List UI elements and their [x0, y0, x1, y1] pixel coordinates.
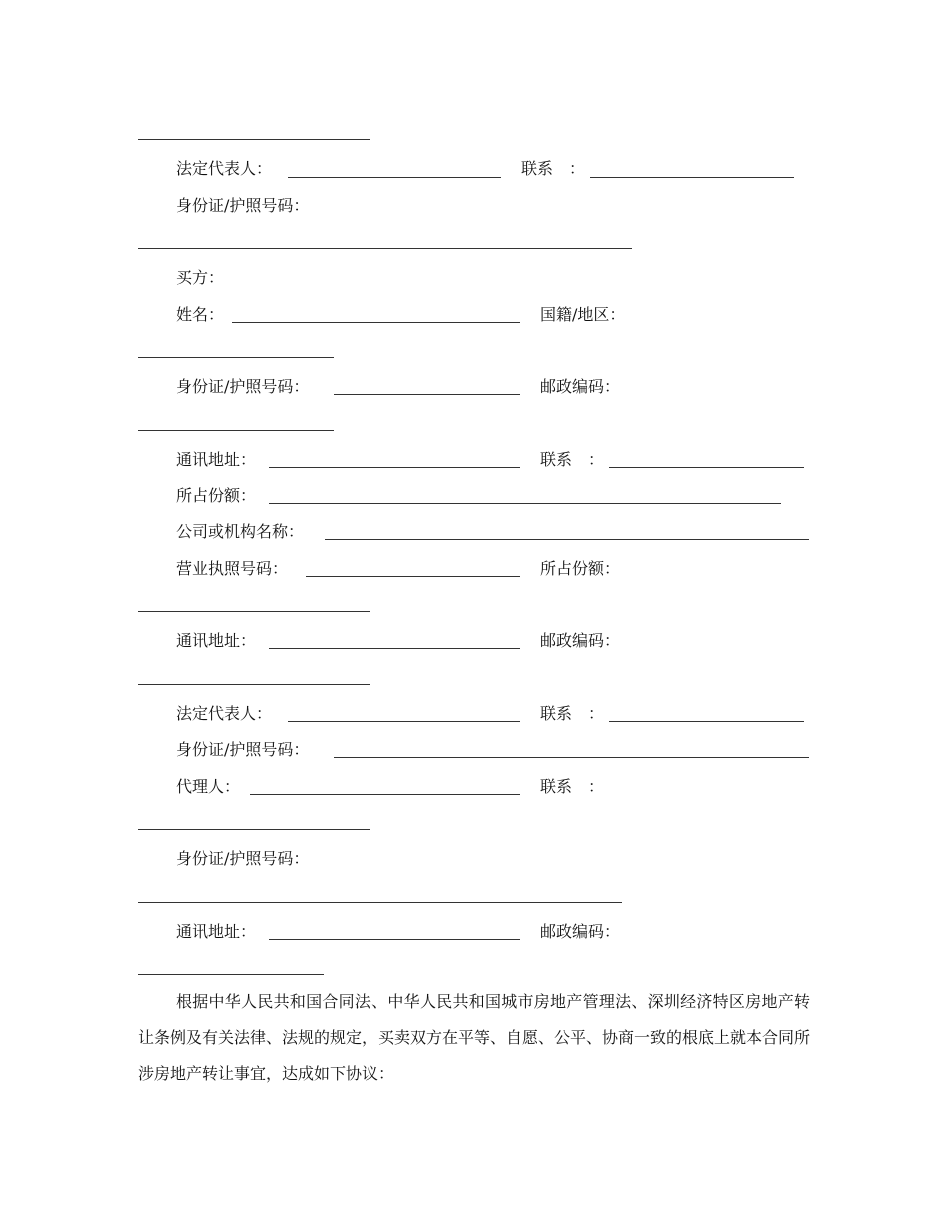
blank-line: [138, 139, 370, 140]
buyer-legal-rep-contact-label: 联系 ：: [540, 704, 605, 723]
buyer-share-blank: [269, 503, 781, 504]
buyer-company-address-label: 通讯地址：: [176, 631, 257, 650]
seller-id-label: 身份证/护照号码：: [176, 196, 310, 215]
seller-contact-blank: [590, 177, 794, 178]
buyer-agent-address-blank: [269, 939, 520, 940]
buyer-agent-contact-label: 联系 ：: [540, 777, 605, 796]
buyer-agent-blank: [250, 794, 520, 795]
buyer-license-blank: [306, 576, 520, 577]
buyer-name-blank: [232, 322, 520, 323]
buyer-nationality-blank: [138, 357, 334, 358]
buyer-company-label: 公司或机构名称：: [176, 522, 305, 541]
buyer-postal-label: 邮政编码：: [540, 377, 621, 396]
buyer-license-label: 营业执照号码：: [176, 559, 289, 578]
buyer-heading: 买方：: [176, 268, 225, 287]
buyer-address-blank: [269, 467, 520, 468]
buyer-company-address-blank: [269, 648, 520, 649]
buyer-company-blank: [325, 539, 809, 540]
buyer-id-blank: [334, 394, 520, 395]
buyer-company-postal-label: 邮政编码：: [540, 631, 621, 650]
buyer-id-label: 身份证/护照号码：: [176, 377, 310, 396]
buyer-agent-postal-blank: [138, 974, 324, 975]
buyer-company-share-blank: [138, 611, 370, 612]
buyer-address-label: 通讯地址：: [176, 450, 257, 469]
buyer-company-share-label: 所占份额：: [540, 559, 621, 578]
buyer-nationality-label: 国籍/地区：: [540, 305, 626, 324]
buyer-agent-label: 代理人：: [176, 777, 241, 796]
seller-legal-rep-label: 法定代表人：: [176, 159, 273, 178]
buyer-legal-rep-id-blank: [334, 757, 809, 758]
agreement-paragraph: 根据中华人民共和国合同法、中华人民共和国城市房地产管理法、深圳经济特区房地产转让条例及有关法律、法规的规定，买卖双方在平等、自愿、公平、协商一致的根底上就本合同所涉房地产转让事宜，达成如下协议：: [138, 992, 811, 1083]
buyer-legal-rep-label: 法定代表人：: [176, 704, 273, 723]
seller-contact-label: 联系 ：: [521, 159, 586, 178]
buyer-contact-blank: [609, 467, 804, 468]
buyer-postal-blank: [138, 430, 334, 431]
buyer-agent-id-blank: [138, 902, 622, 903]
buyer-company-postal-blank: [138, 684, 370, 685]
buyer-legal-rep-contact-blank: [609, 721, 804, 722]
buyer-agent-id-label: 身份证/护照号码：: [176, 849, 310, 868]
buyer-contact-label: 联系 ：: [540, 450, 605, 469]
buyer-agent-contact-blank: [138, 829, 370, 830]
seller-legal-rep-blank: [288, 177, 501, 178]
buyer-legal-rep-blank: [288, 721, 520, 722]
buyer-agent-postal-label: 邮政编码：: [540, 922, 621, 941]
buyer-name-label: 姓名：: [176, 305, 225, 324]
buyer-legal-rep-id-label: 身份证/护照号码：: [176, 740, 310, 759]
seller-id-blank: [138, 248, 632, 249]
buyer-share-label: 所占份额：: [176, 486, 257, 505]
buyer-agent-address-label: 通讯地址：: [176, 922, 257, 941]
